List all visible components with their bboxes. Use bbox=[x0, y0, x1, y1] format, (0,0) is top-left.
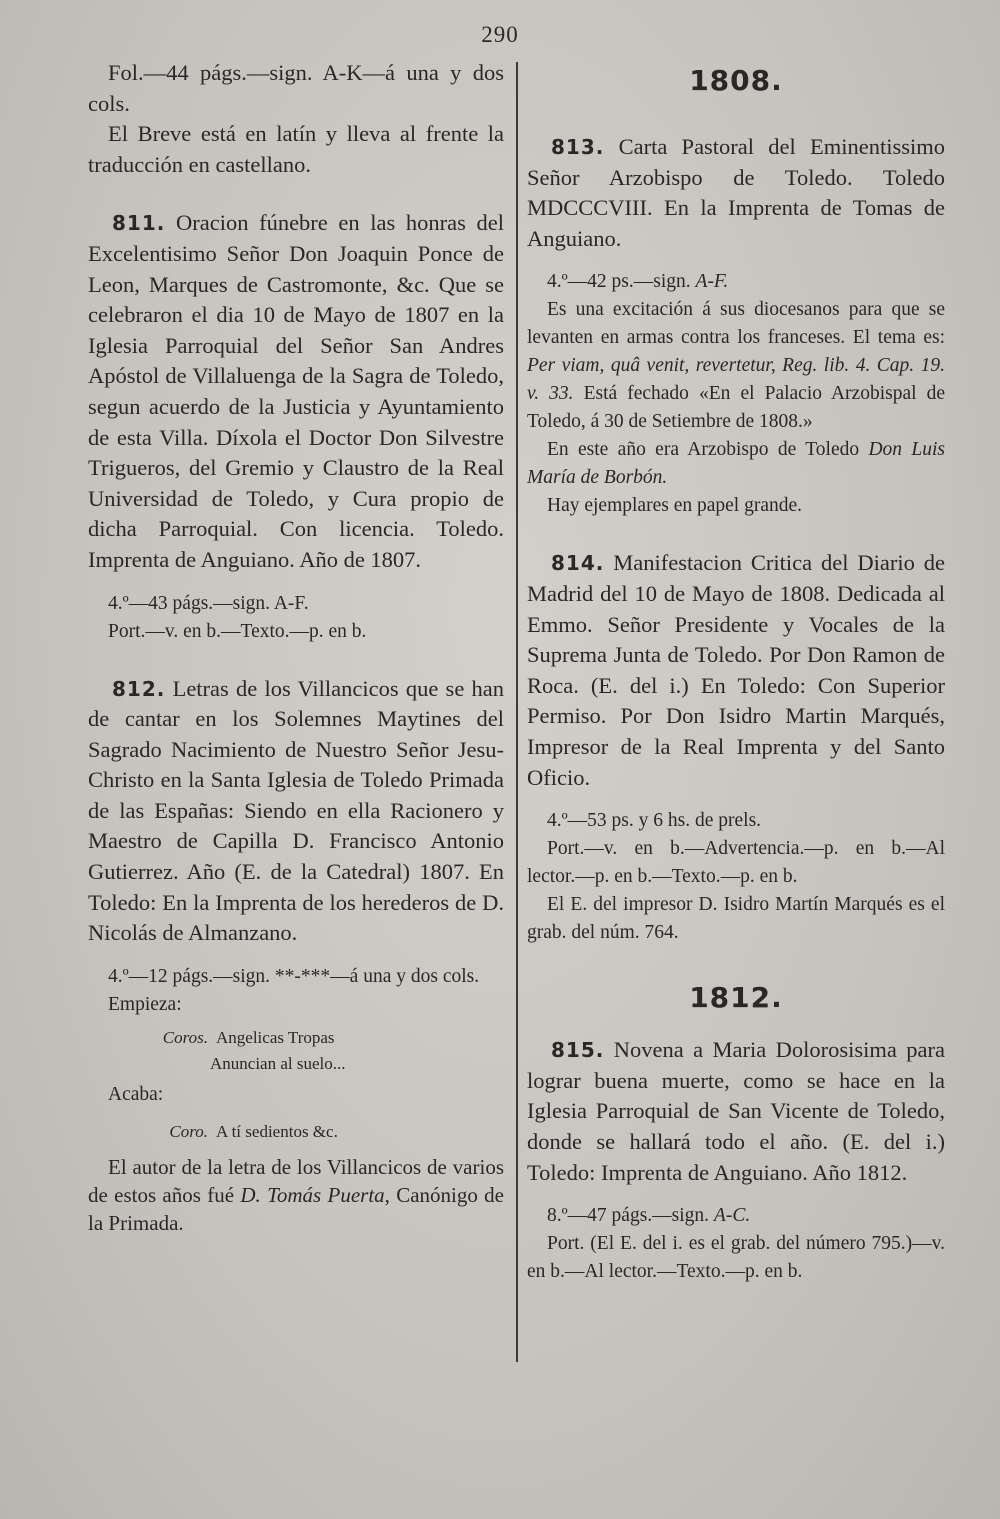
continued-note: El Breve está en latín y lleva al frente la traducción en castellano. bbox=[88, 121, 504, 177]
entry-812-title bbox=[88, 674, 504, 949]
entry-811-collation: 4.º—43 págs.—sign. A-F. bbox=[108, 592, 309, 614]
author-name: D. Tomás Puerta bbox=[240, 1182, 385, 1207]
year-heading-1812: 1812. bbox=[689, 981, 783, 1015]
verse-line: Angelicas Tropas bbox=[216, 1027, 335, 1047]
entry-number: 815. bbox=[551, 1038, 605, 1063]
entry-811-text: Oracion fúnebre en las honras del Excelentisimo Señor Don Joaquin Ponce de Leon, Marques de Castromonte, &c. Que se celebraron el dia 10 de Mayo de 1807 en la Iglesia Parroquial del Señor San Andres Apóstol de Villaluenga de la Sagra de Toledo, segun acuerdo de la Justicia y Ayuntamiento de esta Villa. Díxola el Doctor Don Silvestre Trigueros, del Gremio y Claustro de la Real Universidad de Toledo, y Cura propio de dicha Parroquial. Con licencia. Toledo. Imprenta de Anguiano. Año de 1807. bbox=[88, 210, 504, 572]
entry-813-archbishop: En este año era Arzobispo de Toledo Don Luis María de Borbón. bbox=[527, 439, 945, 489]
entry-813-text: Carta Pastoral del Eminentissimo Señor Arzobispo de Toledo. Toledo MDCCCVIII. En la Imprenta de Tomas de Anguiano. bbox=[527, 134, 945, 251]
entry-812-acaba: Acaba: bbox=[108, 1083, 164, 1105]
entry-811-contents: Port.—v. en b.—Texto.—p. en b. bbox=[108, 620, 367, 642]
left-column bbox=[88, 58, 504, 1237]
entry-814-contents: Port.—v. en b.—Advertencia.—p. en b.—Al lector.—p. en b.—Texto.—p. en b. bbox=[527, 838, 945, 888]
verse-label: Coros. bbox=[162, 1027, 208, 1047]
entry-812-collation: 4.º—12 págs.—sign. **-***—á una y dos cols. bbox=[108, 965, 480, 987]
right-column bbox=[527, 58, 945, 1286]
entry-813-note: Es una excitación á sus diocesanos para que se levanten en armas contra los franceses. El tema es: Per viam, quâ venit, revertetur, Reg. lib. 4. Cap. 19. v. 33. Está fechado «En el Palacio Arzobispal de Toledo, á 30 de Setiembre de 1808.» bbox=[527, 299, 945, 433]
entry-812-text: Letras de los Villancicos que se han de cantar en los Solemnes Maytines del Sagrado Nacimiento de Nuestro Señor Jesu-Christo en la Santa Iglesia de Toledo Primada de las Españas: Siendo en ella Racionero y Maestro de Capilla D. Francisco Antonio Gutierrez. Año (E. de la Catedral) 1807. En Toledo: En la Imprenta de los herederos de D. Nicolás de Almanzano. bbox=[88, 675, 505, 946]
continued-description: Fol.—44 págs.—sign. A-K—á una y dos cols. bbox=[88, 60, 504, 116]
entry-number: 812. bbox=[112, 676, 166, 701]
entry-815-contents: Port. (El E. del i. es el grab. del número 795.)—v. en b.—Al lector.—Texto.—p. en b. bbox=[527, 1233, 945, 1283]
page-number: 290 bbox=[481, 22, 519, 47]
entry-813 bbox=[527, 132, 945, 520]
verse-line: Anuncian al suelo... bbox=[210, 1053, 346, 1073]
entry-814-collation: 4.º—53 ps. y 6 hs. de prels. bbox=[547, 810, 762, 832]
entry-811 bbox=[88, 208, 504, 645]
entry-815-text: Novena a Maria Dolorosisima para lograr buena muerte, como se hace en la Iglesia Parroquial de San Vicente de Toledo, donde se hallará todo el año. (E. del i.) Toledo: Imprenta de Anguiano. Año 1812. bbox=[527, 1037, 945, 1185]
year-heading-1808: 1808. bbox=[689, 64, 783, 97]
entry-814-note: El E. del impresor D. Isidro Martín Marqués es el grab. del núm. 764. bbox=[527, 894, 945, 944]
entry-813-title bbox=[527, 132, 945, 254]
entry-813-collation: 4.º—42 ps.—sign. A-F. bbox=[547, 271, 729, 293]
entry-number: 814. bbox=[551, 551, 605, 576]
entry-815-title bbox=[527, 1035, 945, 1188]
verse-label: Coro. bbox=[169, 1121, 208, 1141]
entry-814-text: Manifestacion Critica del Diario de Madrid del 10 de Mayo de 1808. Dedicada al Emmo. Señor Presidente y Vocales de la Suprema Junta de Toledo. Por Don Ramon de Roca. (E. del i.) En Toledo: Con Superior Permiso. Por Don Isidro Martin Marqués, Impresor de la Real Imprenta y del Santo Oficio. bbox=[527, 550, 946, 790]
column-divider bbox=[516, 62, 518, 1362]
entry-812-empieza: Empieza: bbox=[108, 993, 182, 1015]
entry-815 bbox=[527, 1035, 945, 1286]
entry-812-note: El autor de la letra de los Villancicos de varios de estos años fué D. Tomás Puerta, Canónigo de la Primada. bbox=[88, 1154, 505, 1235]
entry-813-copies: Hay ejemplares en papel grande. bbox=[547, 495, 803, 517]
entry-number: 813. bbox=[551, 135, 605, 159]
verse-line: A tí sedientos &c. bbox=[216, 1121, 338, 1141]
entry-815-collation: 8.º—47 págs.—sign. A-C. bbox=[547, 1205, 751, 1227]
verse-coros bbox=[88, 1025, 504, 1077]
entry-814 bbox=[527, 548, 945, 947]
entry-811-title bbox=[88, 208, 504, 575]
entry-812 bbox=[88, 674, 504, 1237]
entry-814-title bbox=[527, 548, 945, 793]
verse-coro bbox=[88, 1119, 504, 1145]
entry-number: 811. bbox=[112, 211, 166, 236]
